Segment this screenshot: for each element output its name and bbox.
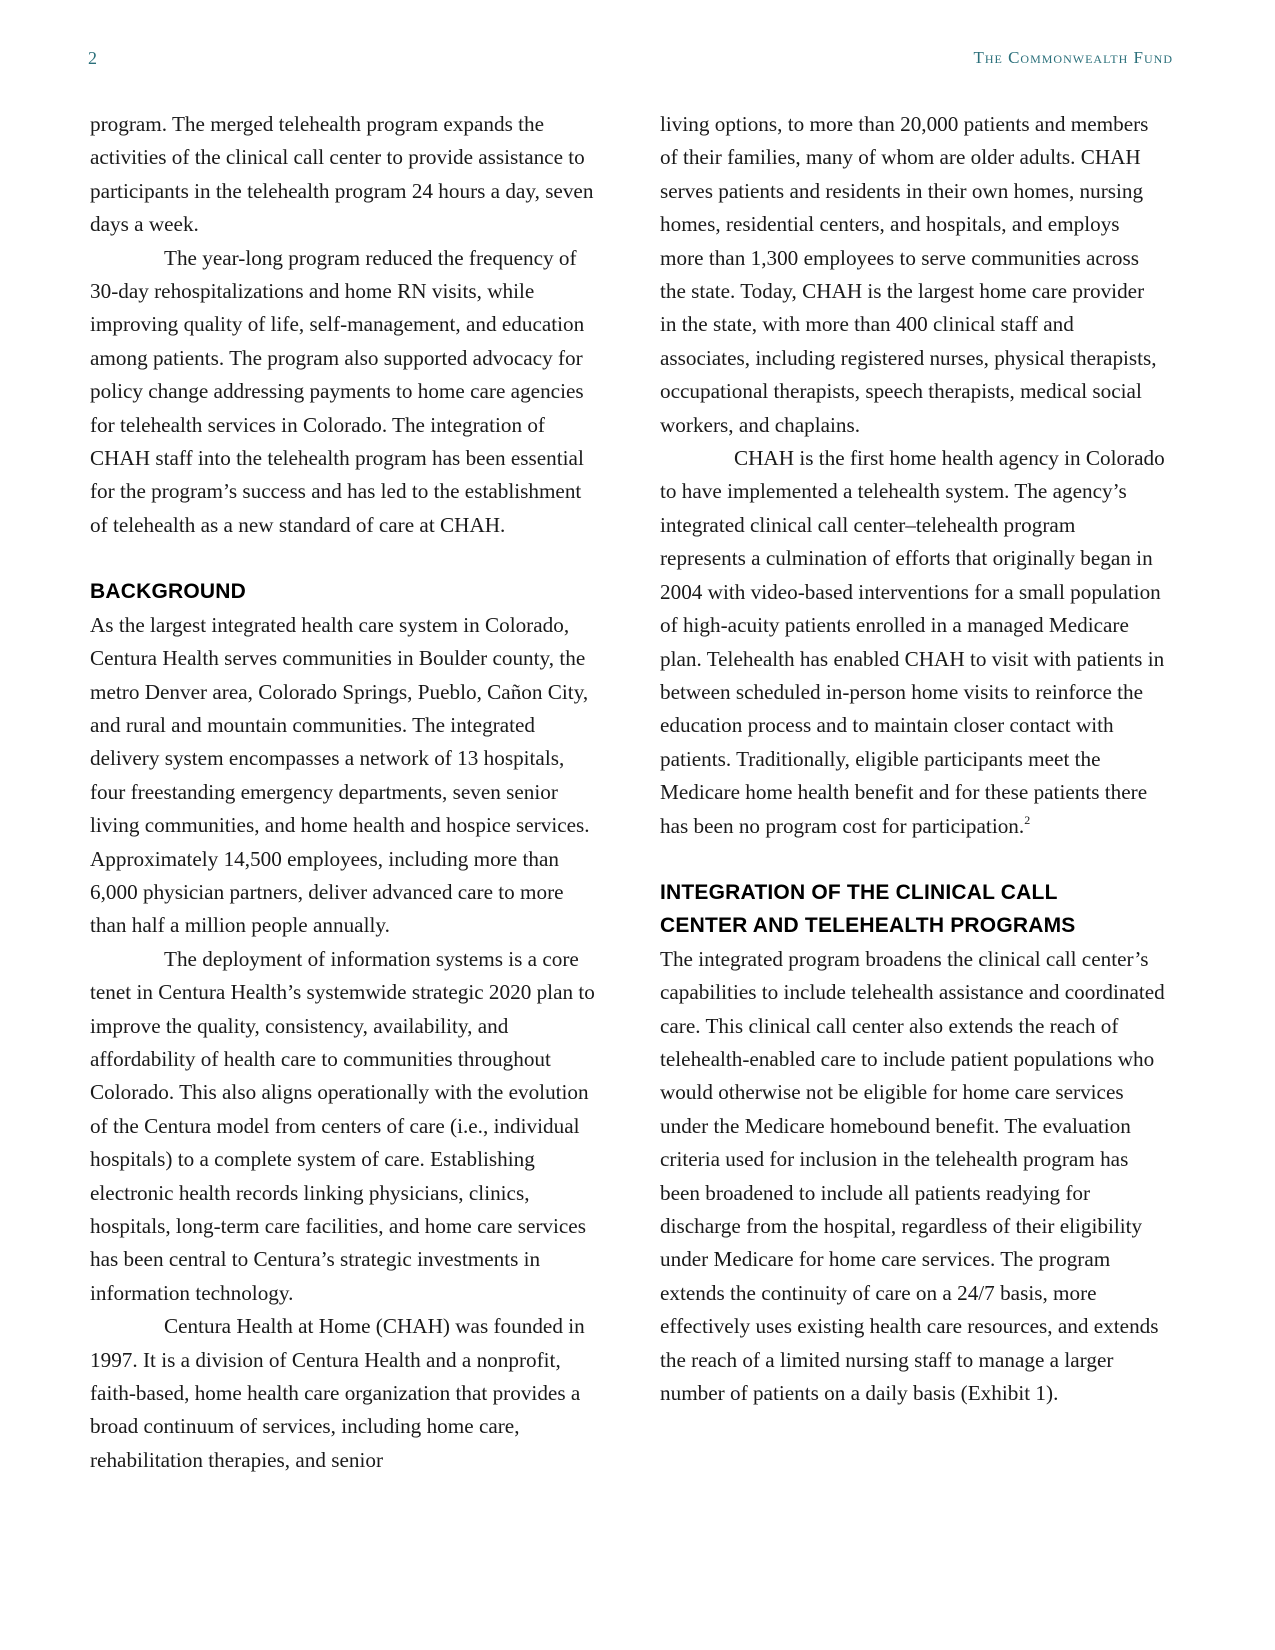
section-heading-integration	[660, 876, 1165, 943]
paragraph: The year-long program reduced the frequency of 30-day rehospitalizations and home RN visits, while improving quality of life, self-management, and education among patients. The program also supported advocacy for policy change addressing payments to home care agencies for telehealth services in Colorado. The integration of CHAH staff into the telehealth program has been essential for the program’s success and has led to the establishment of telehealth as a new standard of care at CHAH.	[90, 245, 585, 537]
heading-line: INTEGRATION OF THE CLINICAL CALL	[660, 880, 1058, 904]
right-column	[660, 108, 1165, 1410]
paragraph: The integrated program broadens the clinical call center’s capabilities to include telehealth assistance and coordinated care. This clinical call center also extends the reach of telehealth-enabled care to include patient populations who would otherwise not be eligible for home care services under the Medicare homebound benefit. The evaluation criteria used for inclusion in the telehealth program has been broadened to include all patients readying for discharge from the hospital, regardless of their eligibility under Medicare for home care services. The program extends the continuity of care on a 24/7 basis, more effectively uses existing health care resources, and extends the reach of a limited nursing staff to manage a larger number of patients on a daily basis (Exhibit 1).	[660, 946, 1165, 1406]
running-head: The Commonwealth Fund	[973, 48, 1173, 67]
paragraph: program. The merged telehealth program expands the activities of the clinical call center to provide assistance to participants in the telehealth program 24 hours a day, seven days a week.	[90, 112, 594, 237]
paragraph-text: CHAH is the first home health agency in Colorado to have implemented a telehealth system. The agency’s integrated clinical call center–telehealth program represents a culmination of efforts that originally began in 2004 with video-based interventions for a small population of high-acuity patients enrolled in a managed Medicare plan. Telehealth has enabled CHAH to visit with patients in between scheduled in-person home visits to reinforce the education process and to maintain closer contact with patients. Traditionally, eligible participants meet the Medicare home health benefit and for these patients there has been no program cost for participation.	[660, 446, 1165, 838]
heading-line: CENTER AND TELEHEALTH PROGRAMS	[660, 914, 1076, 938]
section-gap	[90, 542, 595, 575]
section-gap	[660, 843, 1165, 876]
paragraph: The deployment of information systems is a core tenet in Centura Health’s systemwide strategic 2020 plan to improve the quality, consistency, availability, and affordability of health care to communities throughout Colorado. This also aligns operationally with the evolution of the Centura model from centers of care (i.e., individual hospitals) to a complete system of care. Establishing electronic health records linking physicians, clinics, hospitals, long-term care facilities, and home care services has been central to Centura’s strategic investments in information technology.	[90, 946, 595, 1305]
page-number: 2	[88, 48, 97, 68]
footnote-marker[interactable]: 2	[1024, 812, 1031, 827]
paragraph: Centura Health at Home (CHAH) was founded in 1997. It is a division of Centura Health and a nonprofit, faith-based, home health care organization that provides a broad continuum of services, including home care, rehabilitation therapies, and senior	[90, 1314, 585, 1472]
paragraph: living options, to more than 20,000 patients and members of their families, many of whom are older adults. CHAH serves patients and residents in their own homes, nursing homes, residential centers, and hospitals, and employs more than 1,300 employees to serve communities across the state. Today, CHAH is the largest home care provider in the state, with more than 400 clinical staff and associates, including registered nurses, physical therapists, occupational therapists, speech therapists, medical social workers, and chaplains.	[660, 112, 1157, 437]
paragraph	[660, 442, 1165, 843]
paragraph: As the largest integrated health care system in Colorado, Centura Health serves communities in Boulder county, the metro Denver area, Colorado Springs, Pueblo, Cañon City, and rural and mountain communities. The integrated delivery system encompasses a network of 13 hospitals, four freestanding emergency departments, seven senior living communities, and home health and hospice services. Approximately 14,500 employees, including more than 6,000 physician partners, deliver advanced care to more than half a million people annually.	[90, 612, 590, 938]
left-column	[90, 108, 595, 1477]
section-heading-background: BACKGROUND	[90, 580, 246, 604]
